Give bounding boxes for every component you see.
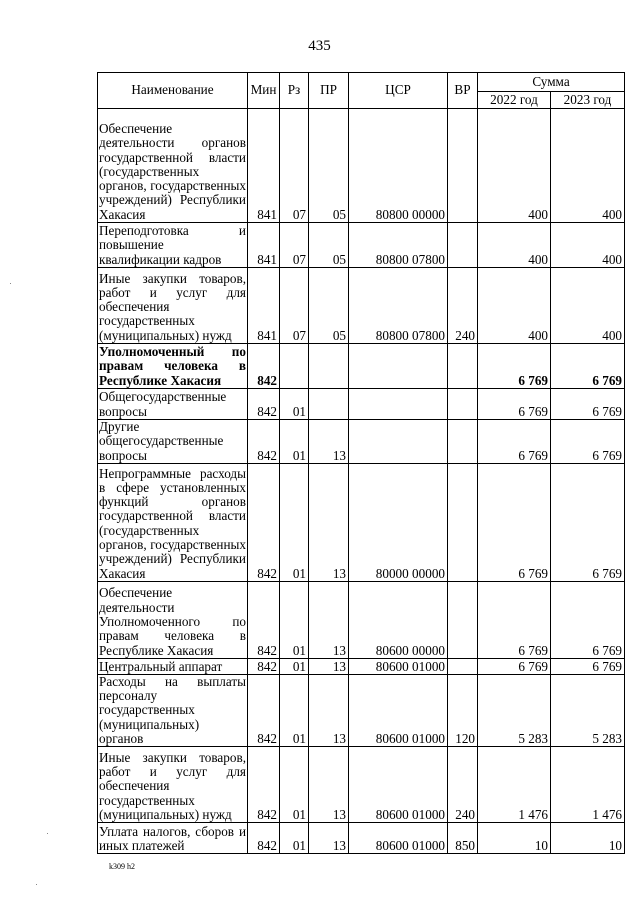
row-vr [448,463,478,581]
row-rz: 01 [280,420,309,464]
row-csr [349,389,448,420]
row-sum-2022: 6 769 [478,420,551,464]
row-min: 842 [248,463,280,581]
row-csr [349,420,448,464]
row-name: Переподготовка и повышение квалификации кадров [99,223,246,267]
row-name: Уплата налогов, сборов и иных платежей [99,823,246,854]
row-name: Иные закупки товаров, работ и услуг для обеспечения государственных (муниципальных) нужд [98,747,248,823]
footer-code: k309 h2 [109,862,135,871]
row-sum-2022: 6 769 [478,658,551,674]
row-sum-2023: 1 476 [551,747,625,823]
row-min: 841 [248,268,280,344]
scan-speck [36,884,37,885]
row-sum-2023: 6 769 [551,581,625,658]
row-sum-2023: 6 769 [551,344,625,389]
row-vr: 240 [448,747,478,823]
row-name: Центральный аппарат [98,658,248,674]
row-csr: 80800 07800 [349,223,448,268]
row-vr [448,223,478,268]
row-vr [448,420,478,464]
row-min: 842 [248,420,280,464]
row-csr: 80000 00000 [349,463,448,581]
row-min: 842 [248,823,280,854]
row-sum-2023: 400 [551,109,625,223]
header-min: Мин [248,73,280,109]
table-row [98,581,625,658]
row-pr: 13 [309,658,349,674]
row-rz: 07 [280,109,309,223]
row-sum-2022: 5 283 [478,674,551,746]
row-pr: 13 [309,674,349,746]
row-vr: 120 [448,674,478,746]
header-pr: ПР [309,73,349,109]
row-rz: 01 [280,823,309,854]
row-name: Обеспечение деятельности Уполномоченного по правам человека в Республике Хакасия [98,581,248,658]
row-rz: 01 [280,674,309,746]
row-min: 841 [248,109,280,223]
row-csr: 80600 01000 [349,674,448,746]
row-sum-2022: 10 [478,823,551,854]
row-name: Другие общегосударственные вопросы [98,420,248,464]
row-name: Уполномоченный по правам человека в Республике Хакасия [99,344,246,388]
row-csr: 80600 01000 [349,823,448,854]
row-sum-2023: 5 283 [551,674,625,746]
table-row [98,420,625,464]
row-vr: 240 [448,268,478,344]
row-pr: 13 [309,581,349,658]
row-vr [448,658,478,674]
row-vr [448,389,478,420]
row-sum-2022: 400 [478,223,551,268]
row-name: Непрограммные расходы в сфере установленных функций органов государственной власти (государственных органов, государственных учреждений) Республики Хакасия [98,463,248,581]
table-row [98,389,625,420]
row-vr [448,109,478,223]
row-sum-2022: 6 769 [478,463,551,581]
row-rz: 01 [280,658,309,674]
table-row [98,109,625,223]
row-min: 842 [248,389,280,420]
table-row [98,344,625,389]
row-csr [349,344,448,389]
row-csr: 80600 00000 [349,581,448,658]
table-row [98,223,625,268]
scan-speck [10,283,11,284]
row-sum-2023: 400 [551,223,625,268]
page-number: 435 [308,38,331,54]
row-vr: 850 [448,823,478,854]
row-sum-2022: 1 476 [478,747,551,823]
row-vr [448,581,478,658]
row-sum-2023: 6 769 [551,420,625,464]
row-pr: 13 [309,463,349,581]
row-pr [309,389,349,420]
header-rz: Рз [280,73,309,109]
row-name: Общегосударственные вопросы [98,389,248,420]
header-2023: 2023 год [551,92,625,109]
row-sum-2022: 6 769 [478,581,551,658]
table-row [98,658,625,674]
header-name: Наименование [98,73,248,109]
table-row [98,674,625,746]
scan-speck [47,833,48,834]
row-pr: 13 [309,420,349,464]
table-row [98,747,625,823]
budget-table [97,72,625,854]
row-pr: 05 [309,109,349,223]
row-csr: 80800 00000 [349,109,448,223]
row-csr: 80600 01000 [349,747,448,823]
row-pr: 13 [309,823,349,854]
row-rz: 01 [280,581,309,658]
row-min: 842 [248,344,280,389]
row-vr [448,344,478,389]
row-min: 842 [248,674,280,746]
row-name: Обеспечение деятельности органов государственной власти (государственных органов, государственных учреждений) Республики Хакасия [98,109,248,223]
row-pr [309,344,349,389]
row-csr: 80600 01000 [349,658,448,674]
row-rz [280,344,309,389]
row-rz: 01 [280,389,309,420]
row-min: 841 [248,223,280,268]
header-2022: 2022 год [478,92,551,109]
table-row [98,823,625,854]
row-sum-2022: 400 [478,109,551,223]
row-min: 842 [248,747,280,823]
row-rz: 01 [280,463,309,581]
row-min: 842 [248,658,280,674]
table-row [98,268,625,344]
row-name: Иные закупки товаров, работ и услуг для обеспечения государственных (муниципальных) нужд [98,268,248,344]
row-sum-2023: 10 [551,823,625,854]
row-min: 842 [248,581,280,658]
row-pr: 13 [309,747,349,823]
table-row [98,463,625,581]
header-vr: ВР [448,73,478,109]
row-name: Расходы на выплаты персоналу государственных (муниципальных) органов [99,674,246,747]
row-pr: 05 [309,223,349,268]
row-sum-2023: 6 769 [551,463,625,581]
row-rz: 07 [280,223,309,268]
row-sum-2023: 400 [551,268,625,344]
row-sum-2022: 6 769 [478,344,551,389]
row-sum-2023: 6 769 [551,658,625,674]
row-sum-2023: 6 769 [551,389,625,420]
row-rz: 07 [280,268,309,344]
row-sum-2022: 6 769 [478,389,551,420]
row-pr: 05 [309,268,349,344]
row-csr: 80800 07800 [349,268,448,344]
header-sum: Сумма [478,73,625,92]
row-rz: 01 [280,747,309,823]
table-body [98,109,625,854]
header-csr: ЦСР [349,73,448,109]
row-sum-2022: 400 [478,268,551,344]
